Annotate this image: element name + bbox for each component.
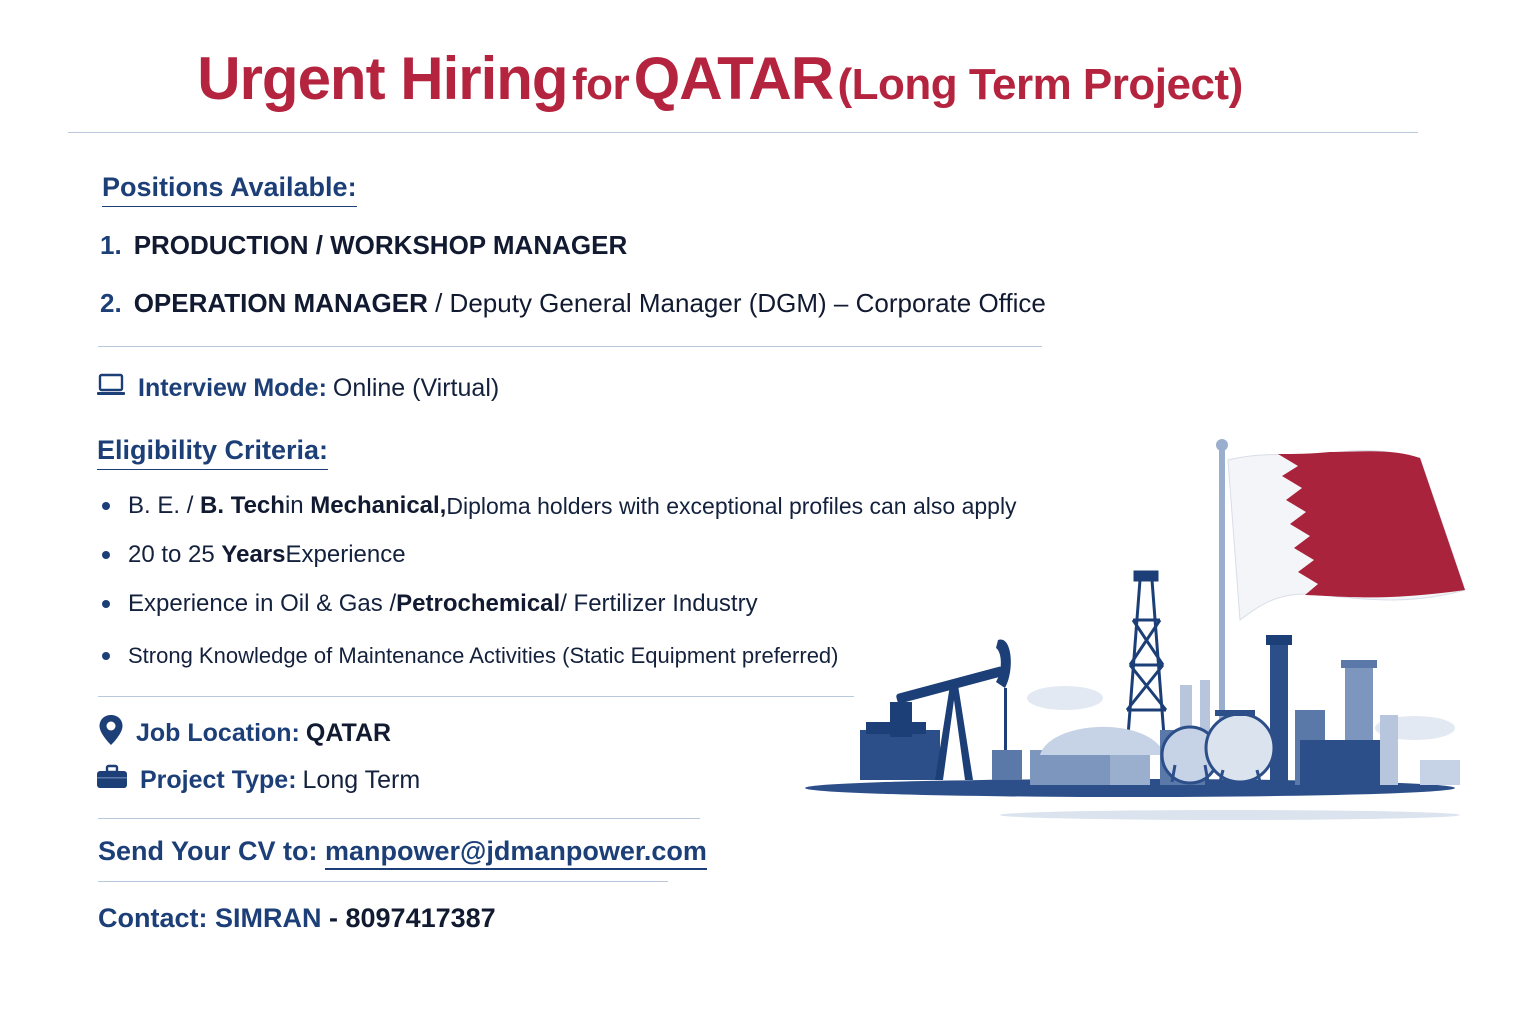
bullet-dot [102, 551, 110, 559]
industrial-illustration [800, 430, 1480, 835]
position-number: 1. [100, 230, 122, 260]
briefcase-icon [96, 764, 128, 797]
criteria-item [102, 643, 839, 669]
interview-value: Online (Virtual) [332, 374, 500, 402]
project-value: Long Term [302, 766, 421, 794]
page-title [0, 44, 1440, 113]
storage-spheres [1162, 710, 1274, 783]
criteria-item [102, 541, 406, 569]
eligibility-divider [98, 696, 854, 697]
title-for: for [572, 60, 630, 109]
criteria-bold: B. Tech [200, 492, 285, 519]
positions-divider [98, 346, 1042, 347]
contact-label: Contact: SIMRAN [98, 903, 322, 933]
positions-heading: Positions Available: [102, 172, 357, 207]
bullet-dot [102, 600, 110, 608]
criteria-bold: Petrochemical [396, 590, 561, 617]
position-title: PRODUCTION / WORKSHOP MANAGER [133, 230, 628, 260]
location-value: QATAR [305, 719, 392, 747]
criteria-text: Strong Knowledge of Maintenance Activities (Static Equipment preferred) [128, 643, 839, 668]
project-label: Project Type: [140, 766, 297, 794]
criteria-text: 20 to 25 [128, 541, 215, 568]
cv-divider [98, 881, 668, 882]
bullet-dot [102, 502, 110, 510]
laptop-icon [96, 372, 126, 405]
contact-line [98, 903, 496, 934]
position-title: OPERATION MANAGER [133, 288, 428, 318]
bullet-dot [102, 652, 110, 660]
pump-jack [860, 640, 1022, 780]
interview-mode [96, 372, 499, 405]
position-number: 2. [100, 288, 122, 318]
criteria-text: / Fertilizer Industry [560, 590, 758, 617]
criteria-text: Experience [285, 541, 406, 568]
criteria-text: B. E. / [128, 492, 194, 519]
cv-label: Send Your CV to: [98, 836, 318, 866]
send-cv [98, 836, 707, 867]
map-pin-icon [98, 714, 124, 753]
position-detail: / Deputy General Manager (DGM) – Corporate Office [427, 288, 1046, 318]
criteria-text: Diploma holders with exceptional profiles can also apply [446, 492, 1017, 519]
project-type [96, 764, 420, 797]
location-label: Job Location: [136, 719, 300, 747]
title-country: QATAR [633, 45, 834, 112]
criteria-text: in [284, 492, 304, 519]
position-item-2 [100, 288, 1046, 319]
criteria-text: Experience in Oil & Gas / [128, 590, 397, 617]
eligibility-heading: Eligibility Criteria: [97, 435, 328, 470]
title-project: (Long Term Project) [837, 60, 1243, 109]
position-item-1 [100, 230, 627, 261]
criteria-bold: Years [221, 541, 286, 568]
title-divider [68, 132, 1418, 133]
project-divider [98, 818, 700, 819]
cv-email-link[interactable]: manpower@jdmanpower.com [325, 836, 707, 870]
title-urgent: Urgent Hiring [197, 45, 568, 112]
contact-separator: - [321, 903, 346, 933]
contact-phone: 8097417387 [345, 903, 496, 933]
criteria-bold: Mechanical, [310, 492, 447, 519]
criteria-item [102, 590, 758, 618]
job-location [98, 714, 391, 753]
interview-label: Interview Mode: [138, 374, 327, 402]
